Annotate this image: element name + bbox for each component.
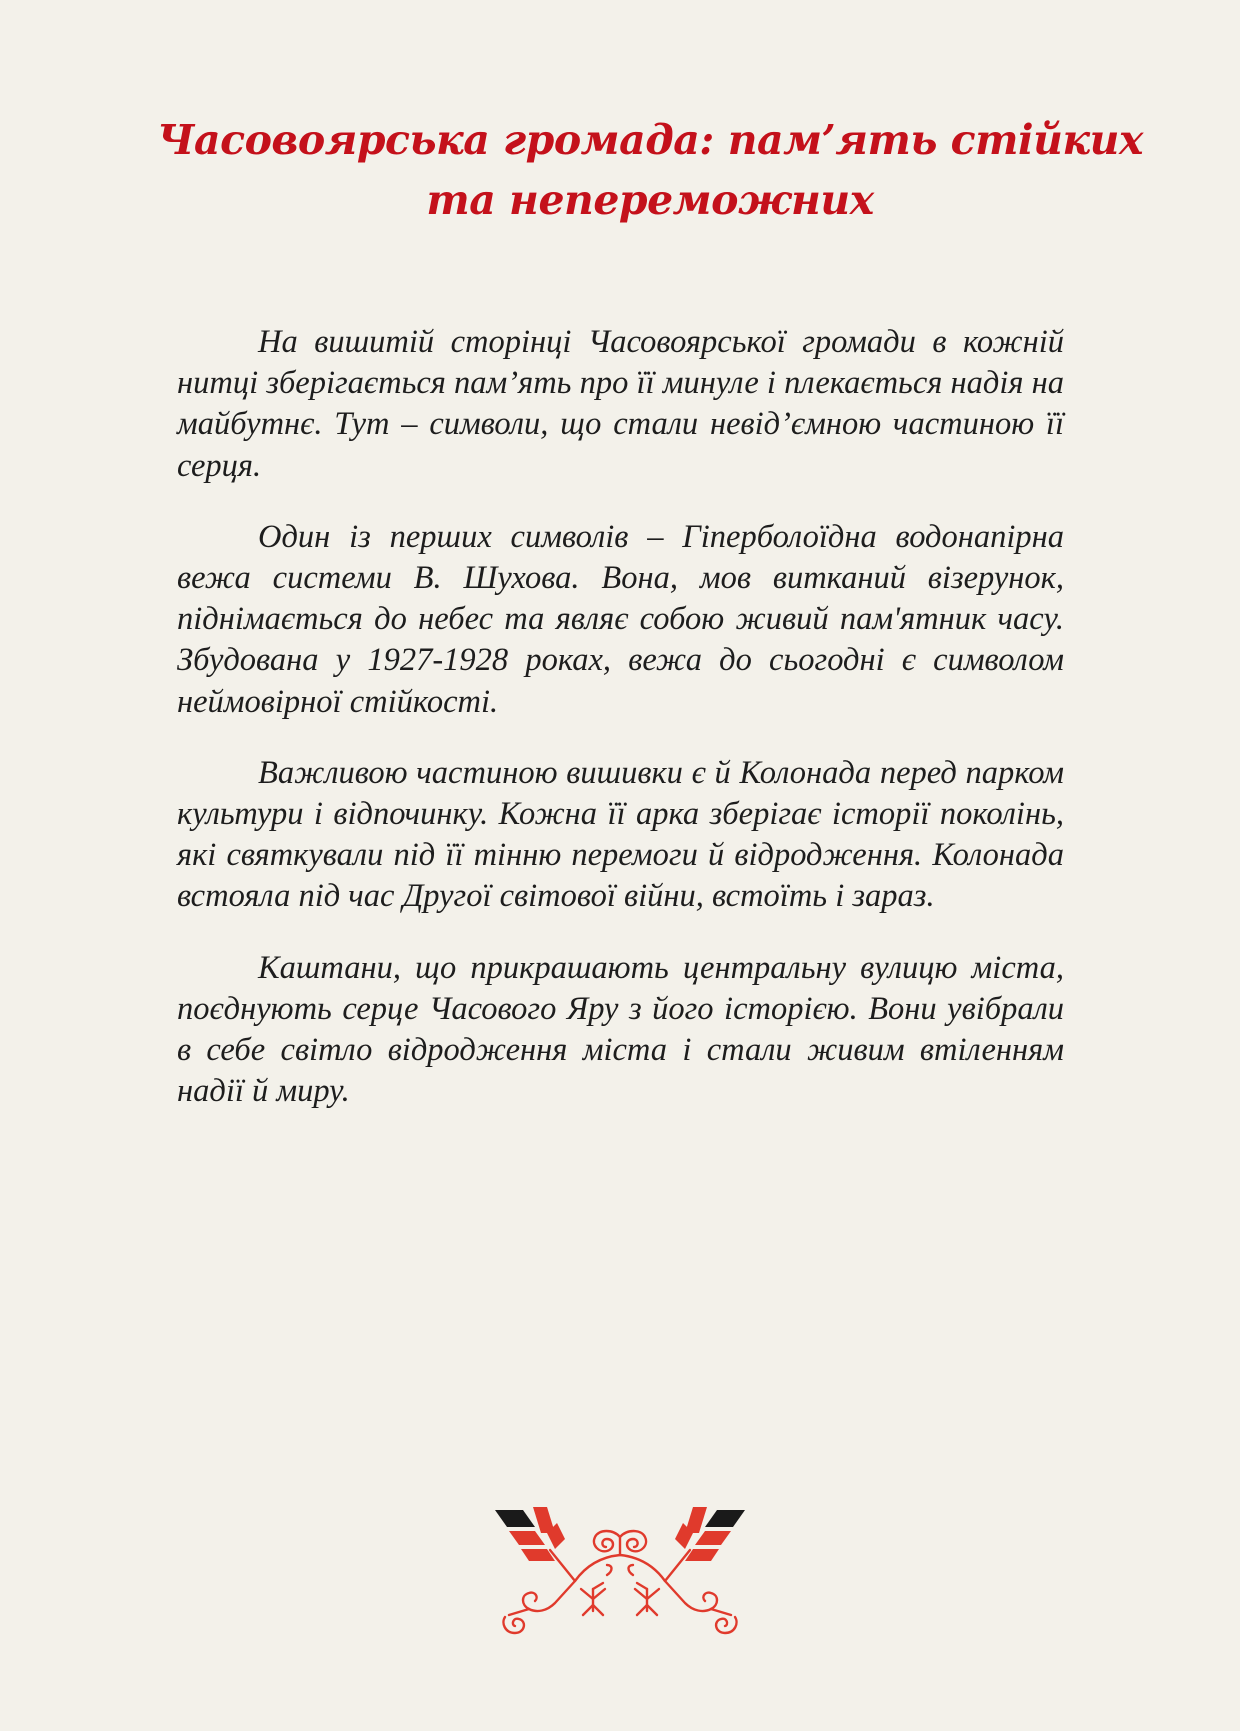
paragraph-colonnade: Важливою частиною вишивки є й Колонада перед парком культури і відпочинку. Кожна її арка зберігає історії поколінь, які святкували під її тінню перемоги й відродження. Колонада встояла під час Другої світової війни, встоїть і зараз. [177, 754, 1064, 915]
article-body [177, 322, 1064, 1142]
page-title-line-2: та непереможних [426, 176, 874, 224]
paragraph-chestnuts: Каштани, що прикрашають центральну вулицю міста, поєднують серце Часового Яру з його історією. Вони увібрали в себе світло відродження міста і стали живим втіленням надії й миру. [177, 949, 1064, 1110]
page-title-line-1: Часовоярська громада: пам’ять стійких [157, 116, 1143, 164]
paragraph-water-tower: Один із перших символів – Гіперболоїдна водонапірна вежа системи В. Шухова. Вона, мов витканий візерунок, піднімається до небес та являє собою живий пам'ятник часу. Збудована у 1927-1928 роках, вежа до сьогодні є символом неймовірної стійкості. [177, 518, 1064, 720]
embroidery-ornament-icon [495, 1505, 745, 1635]
paragraph-intro: На вишитій сторінці Часовоярської громади в кожній нитці зберігається пам’ять про її минуле і плекається надія на майбутнє. Тут – символи, що стали невід’ємною частиною її серця. [177, 324, 1064, 484]
page-title [150, 110, 1150, 230]
